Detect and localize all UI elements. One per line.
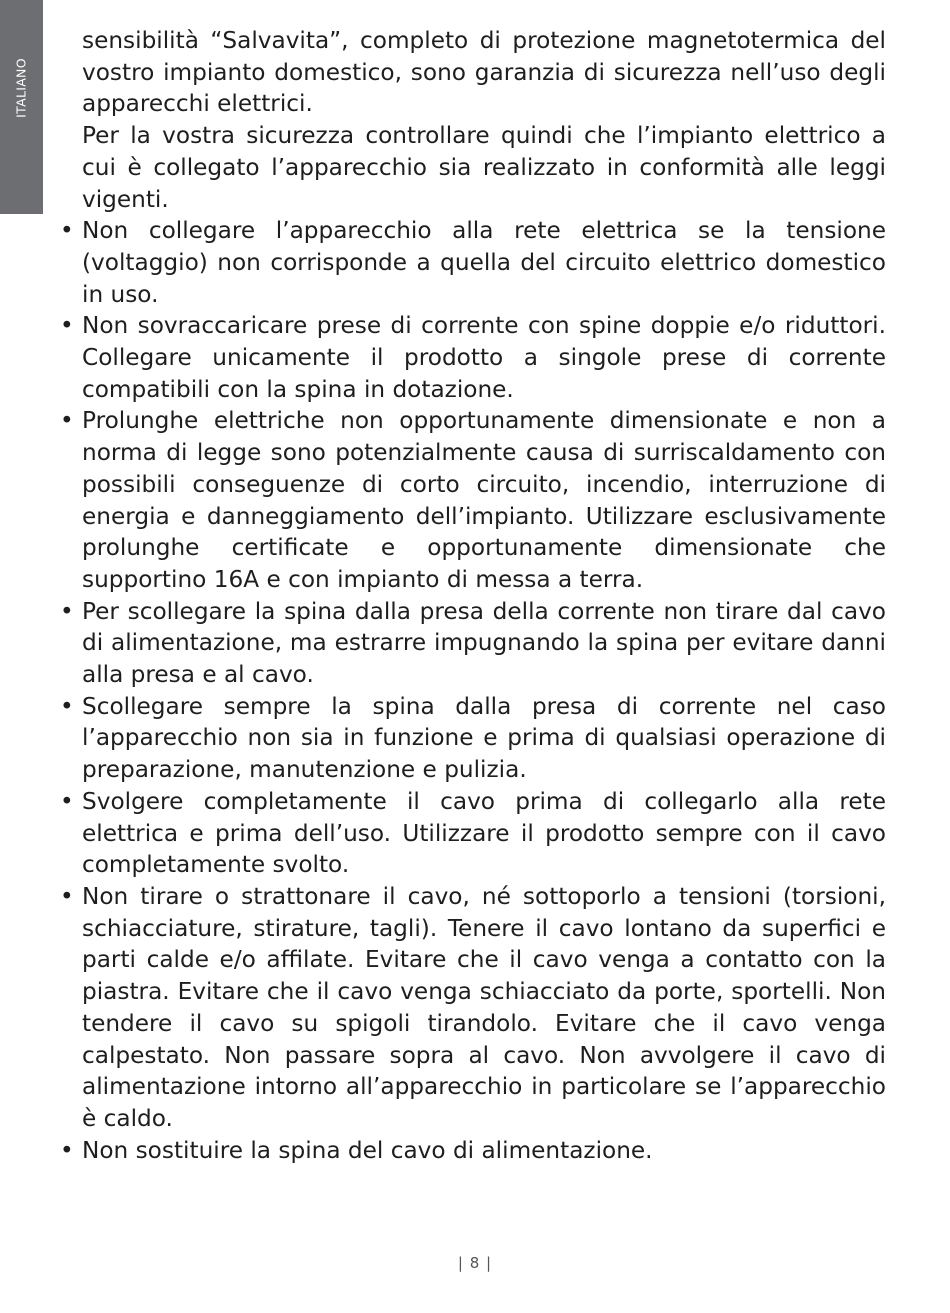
bullet-text: Non sostituire la spina del cavo di alimentazione.: [82, 1136, 653, 1164]
bullet-text: Scollegare sempre la spina dalla presa di corrente nel caso l’apparecchio non sia in funzione e prima di qualsiasi operazione di preparazione, manutenzione e pulizia.: [82, 692, 886, 784]
bullet-text: Per scollegare la spina dalla presa della corrente non tirare dal cavo di alimentazione, ma estrarre impugnando la spina per evitare danni alla presa e al cavo.: [82, 597, 886, 689]
bullet-item: [60, 596, 886, 691]
page-number: | 8 |: [457, 1254, 493, 1272]
intro-paragraph: sensibilità “Salvavita”, completo di protezione magnetotermica del vostro impianto domestico, sono garanzia di sicurezza nell’uso degli apparecchi elettrici.: [82, 27, 886, 118]
bullet-icon: •: [60, 787, 74, 815]
bullet-item: [60, 215, 886, 310]
safety-bullet-list: [60, 215, 886, 1166]
bullet-icon: •: [60, 692, 74, 720]
bullet-icon: •: [60, 407, 74, 435]
bullet-text: Non sovraccaricare prese di corrente con spine doppie e/o riduttori. Collegare unicamente il prodotto a singole prese di corrente compatibili con la spina in dotazione.: [82, 312, 886, 403]
language-side-tab: [0, 0, 43, 214]
bullet-text: Non collegare l’apparecchio alla rete elettrica se la tensione (voltaggio) non corrisponde a quella del circuito elettrico domestico in uso.: [82, 217, 886, 308]
bullet-item: [60, 405, 886, 595]
bullet-icon: •: [60, 312, 74, 340]
bullet-item: [60, 691, 886, 786]
bullet-text: Prolunghe elettriche non opportunamente dimensionate e non a norma di legge sono potenzialmente causa di surriscaldamento con possibili conseguenze di corto circuito, incendio, interruzione di energia e danneggiamento dell’impianto. Utilizzare esclusivamente prolunghe certificate e opportunamente dimensionate che supportino 16A e con impianto di messa a terra.: [82, 407, 886, 593]
bullet-text: Non tirare o strattonare il cavo, né sottoporlo a tensioni (torsioni, schiacciature, stirature, tagli). Tenere il cavo lontano da superfici e parti calde e/o affilate. Evitare che il cavo venga a contatto con la piastra. Evitare che il cavo venga schiacciato da porte, sportelli. Non tendere il cavo su spigoli tirandolo. Evitare che il cavo venga calpestato. Non passare sopra al cavo. Non avvolgere il cavo di alimentazione intorno all’apparecchio in particolare se l’apparecchio è caldo.: [82, 882, 886, 1132]
intro-paragraph: Per la vostra sicurezza controllare quindi che l’impianto elettrico a cui è collegato l’apparecchio sia realizzato in conformità alle leggi vigenti.: [82, 122, 886, 213]
bullet-icon: •: [60, 1136, 74, 1164]
bullet-item: [60, 310, 886, 405]
bullet-text: Svolgere completamente il cavo prima di collegarlo alla rete elettrica e prima dell’uso. Utilizzare il prodotto sempre con il cavo completamente svolto.: [82, 787, 886, 879]
bullet-icon: •: [60, 217, 74, 245]
bullet-item: [60, 786, 886, 881]
bullet-icon: •: [60, 882, 74, 910]
language-label: ITALIANO: [13, 58, 29, 118]
safety-text-body: [60, 25, 886, 1166]
bullet-item: [60, 1135, 886, 1167]
bullet-item: [60, 881, 886, 1135]
bullet-icon: •: [60, 597, 74, 625]
